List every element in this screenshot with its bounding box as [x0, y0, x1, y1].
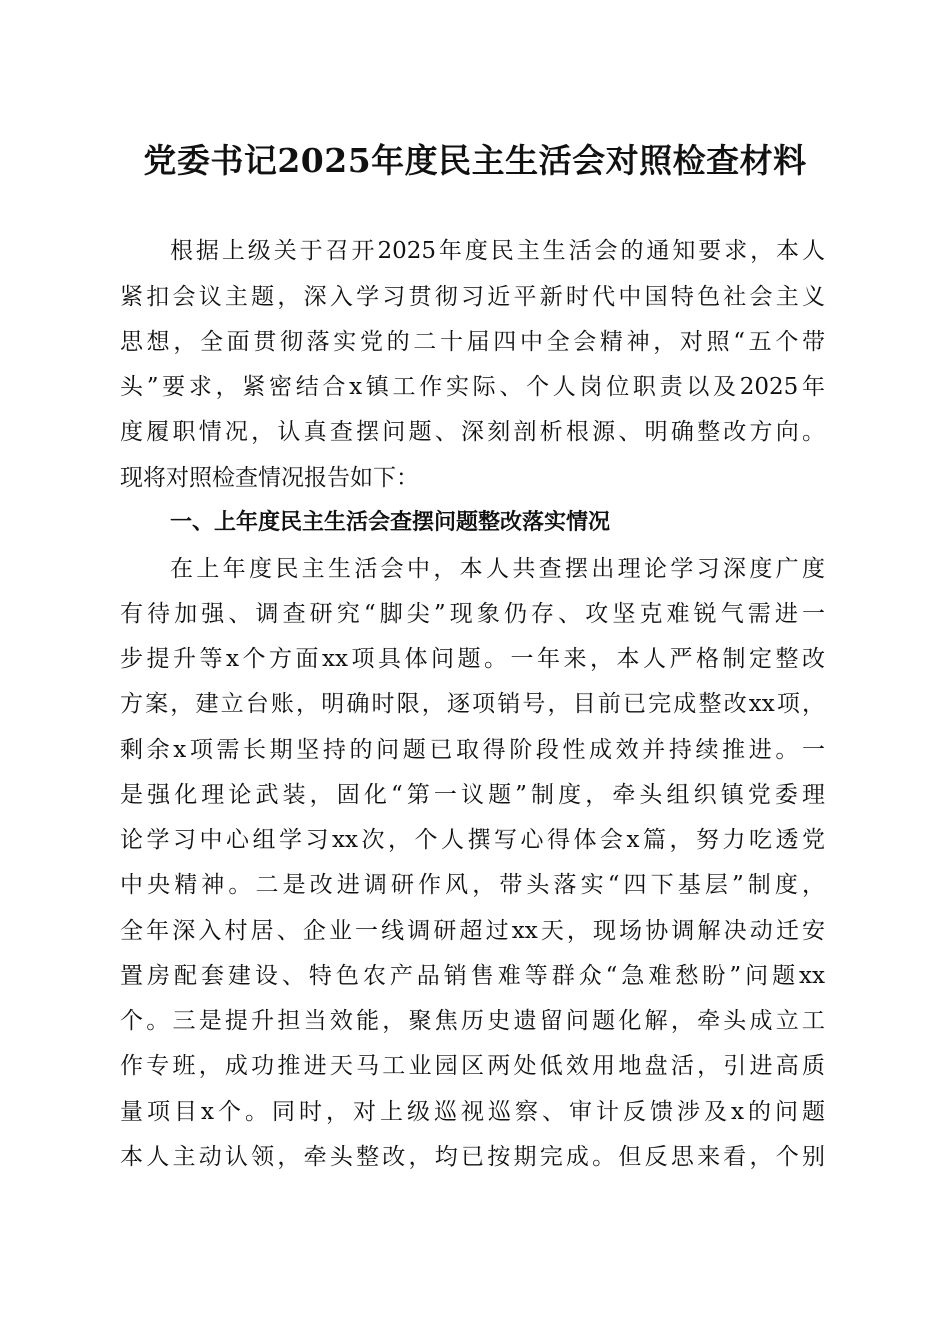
paragraph-line: 现将对照检查情况报告如下： — [120, 465, 419, 491]
paragraph-line: 是强化理论武装，固化“第一议题”制度，牵头组织镇党委理 — [120, 782, 825, 808]
paragraph-line: 思想，全面贯彻落实党的二十届四中全会精神，对照“五个带 — [120, 329, 825, 355]
paragraph-line: 本人主动认领，牵头整改，均已按期完成。但反思来看，个别 — [120, 1144, 825, 1170]
paragraph-line: 根据上级关于召开2025年度民主生活会的通知要求，本人 — [170, 238, 825, 264]
paragraph-line: 论学习中心组学习xx次，个人撰写心得体会x篇，努力吃透党 — [120, 827, 825, 853]
section-heading: 一、上年度民主生活会查摆问题整改落实情况 — [170, 510, 611, 535]
paragraph-line: 置房配套建设、特色农产品销售难等群众“急难愁盼”问题xx — [120, 963, 825, 989]
paragraph-line: 方案，建立台账，明确时限，逐项销号，目前已完成整改xx项， — [120, 691, 825, 717]
paragraph-line: 全年深入村居、企业一线调研超过xx天，现场协调解决动迁安 — [120, 918, 825, 944]
paragraph-line: 有待加强、调查研究“脚尖”现象仍存、攻坚克难锐气需进一 — [120, 601, 825, 627]
paragraph-line: 在上年度民主生活会中，本人共查摆出理论学习深度广度 — [170, 556, 825, 582]
paragraph-line: 中央精神。二是改进调研作风，带头落实“四下基层”制度， — [120, 872, 825, 898]
document-title: 党委书记2025年度民主生活会对照检查材料 — [143, 141, 807, 180]
paragraph-line: 量项目x个。同时，对上级巡视巡察、审计反馈涉及x的问题 — [120, 1099, 825, 1125]
paragraph-line: 紧扣会议主题，深入学习贯彻习近平新时代中国特色社会主义 — [120, 284, 825, 310]
paragraph-line: 剩余x项需长期坚持的问题已取得阶段性成效并持续推进。一 — [120, 737, 825, 763]
paragraph-line: 个。三是提升担当效能，聚焦历史遗留问题化解，牵头成立工 — [120, 1008, 825, 1034]
paragraph-line: 头”要求，紧密结合x镇工作实际、个人岗位职责以及2025年 — [120, 374, 825, 400]
paragraph-line: 度履职情况，认真查摆问题、深刻剖析根源、明确整改方向。 — [120, 419, 825, 445]
paragraph-line: 作专班，成功推进天马工业园区两处低效用地盘活，引进高质 — [120, 1053, 825, 1079]
paragraph-line: 步提升等x个方面xx项具体问题。一年来，本人严格制定整改 — [120, 646, 825, 672]
